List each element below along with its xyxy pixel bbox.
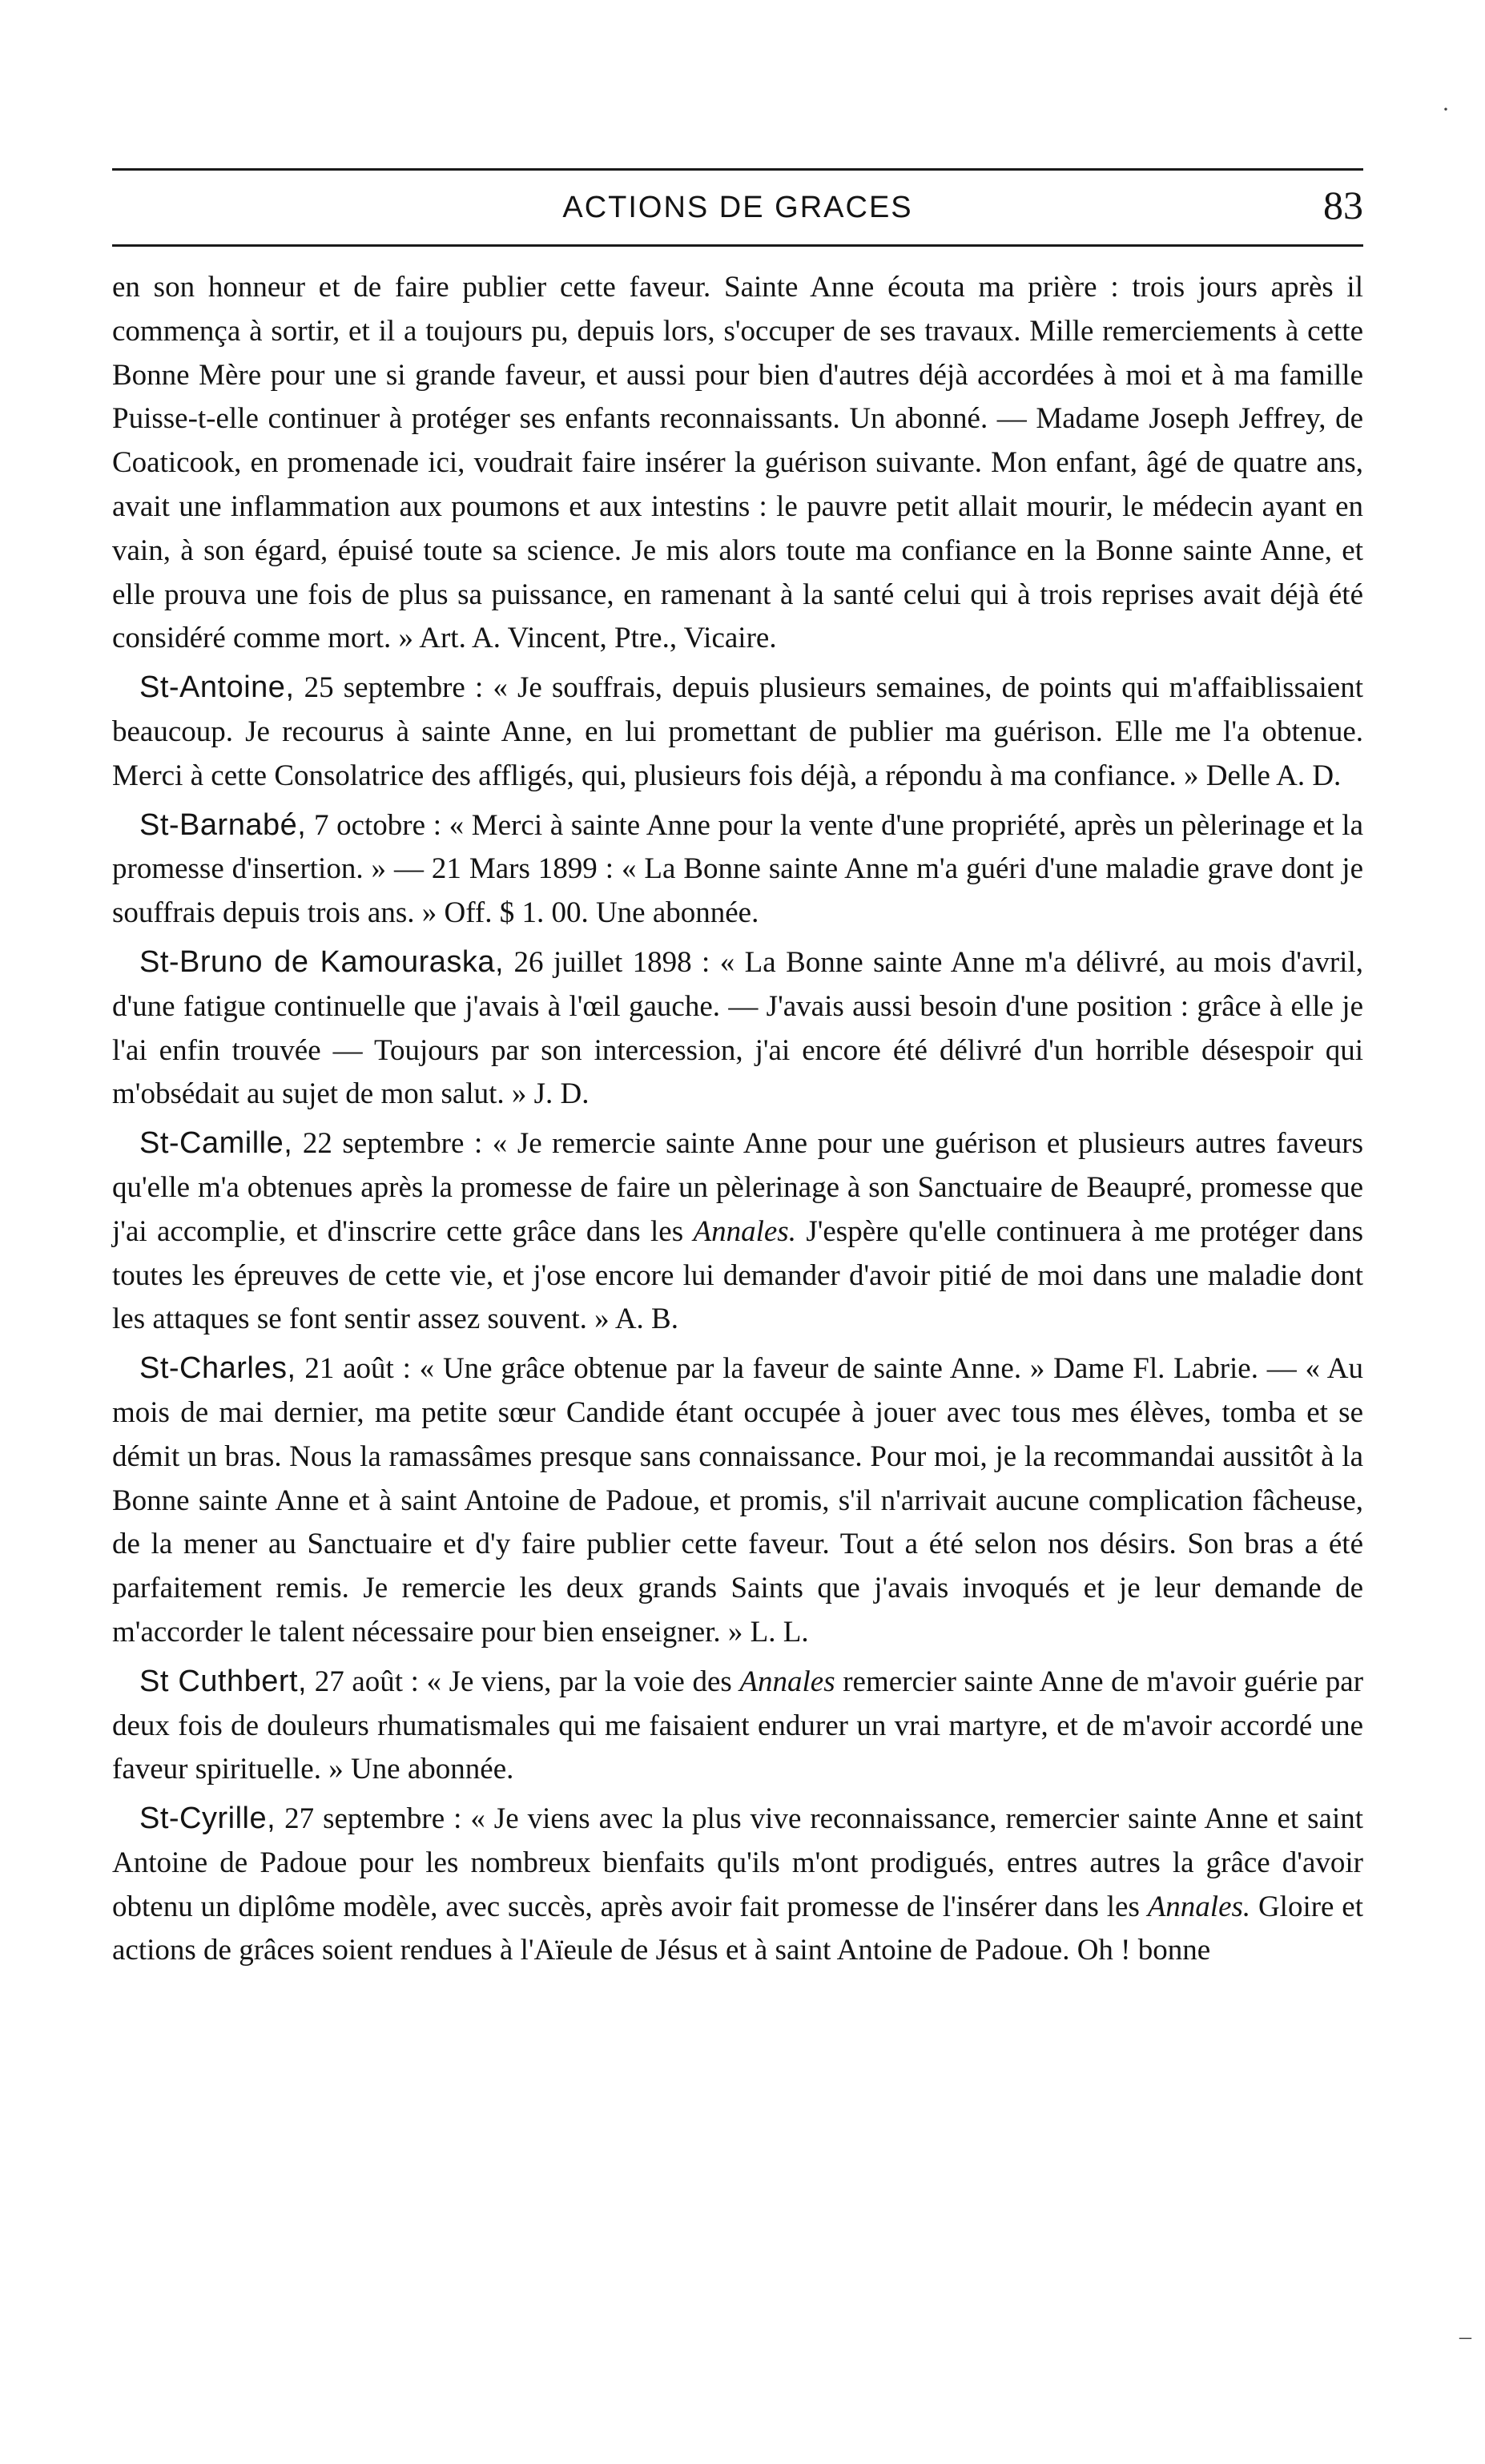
- header-title: ACTIONS DE GRACES: [562, 190, 913, 224]
- paragraph-text: 25 septembre : « Je souffrais, depuis plusieurs semaines, de points qui m'affaiblissaient beaucoup. Je recourus à sainte Anne, en lui promettant de publier ma guérison. Elle me l'a obtenue. Merci à cette Consolatrice des affligés, qui, plusieurs fois déjà, a répondu à ma confiance. » Delle A. D.: [112, 671, 1363, 792]
- paragraph-text: en son honneur et de faire publier cette faveur. Sainte Anne écouta ma prière : trois jours après il commença à sortir, et il a toujours pu, depuis lors, s'occuper de ses travaux. Mille remerciements à cette Bonne Mère pour une si grande faveur, et aussi pour bien d'autres déjà accordées à moi et à ma famille Puisse-t-elle continuer à protéger ses enfants reconnaissants. Un abonné. — Madame Joseph Jeffrey, de Coaticook, en promenade ici, voudrait faire insérer la guérison suivante. Mon enfant, âgé de quatre ans, avait une inflammation aux poumons et aux intestins : le pauvre petit allait mourir, le médecin ayant en vain, à son égard, épuisé toute sa science. Je mis alors toute ma confiance en la Bonne sainte Anne, et elle prouva une fois de plus sa puissance, en ramenant à la santé celui qui à trois reprises avait déjà été considéré comme mort. » Art. A. Vincent, Ptre., Vicaire.: [112, 271, 1363, 655]
- page: [112, 168, 1363, 1978]
- paragraph-st-cuthbert: [112, 1660, 1363, 1792]
- paragraph-text: 22 septembre : « Je remercie sainte Anne pour une guérison et plusieurs autres faveurs qu'elle m'a obtenues après la promesse de faire un pèlerinage à son Sanctuaire de Beaupré, promesse que j'ai accomplie, et d'inscrire cette grâce dans les: [112, 1127, 1363, 1248]
- place-name: St-Antoine,: [139, 670, 295, 705]
- italic-text: Annales.: [1147, 1890, 1251, 1923]
- article-body: [112, 266, 1363, 1973]
- paragraph-st-cyrille: [112, 1797, 1363, 1973]
- place-name: St-Camille,: [139, 1126, 293, 1161]
- paragraph-text: 7 octobre : « Merci à sainte Anne pour la vente d'une propriété, après un pèlerinage et la promesse d'insertion. » — 21 Mars 1899 : « La Bonne sainte Anne m'a guéri d'une maladie grave dont je souffrais depuis trois ans. » Off. $ 1. 00. Une abonnée.: [112, 808, 1363, 930]
- paragraph-st-bruno: [112, 940, 1363, 1117]
- italic-text: Annales: [739, 1665, 835, 1698]
- margin-mark-top: ·: [1442, 96, 1450, 123]
- page-number: 83: [1323, 183, 1363, 227]
- place-name: St-Charles,: [139, 1351, 296, 1386]
- paragraph-text: 26 juillet 1898 : « La Bonne sainte Anne m'a délivré, au mois d'avril, d'une fatigue continuelle que j'avais à l'œil gauche. — J'avais aussi besoin d'une position : grâce à elle je l'ai enfin trouvée — Toujours par son intercession, j'ai encore été délivré d'un horrible désespoir qui m'obsédait au sujet de mon salut. » J. D.: [112, 945, 1363, 1111]
- paragraph-st-charles: [112, 1347, 1363, 1655]
- place-name: St-Bruno de Kamouraska,: [139, 944, 505, 979]
- paragraph-continuation: [112, 266, 1363, 661]
- paragraph-st-antoine: [112, 666, 1363, 798]
- paragraph-text: 27 septembre : « Je viens avec la plus vive reconnaissance, remercier sainte Anne et saint Antoine de Padoue pour les nombreux bienfaits qu'ils m'ont prodigués, entres autres la grâce d'avoir obtenu un diplôme modèle, avec succès, après avoir fait promesse de l'insérer dans les: [112, 1802, 1363, 1923]
- paragraph-st-barnabe: [112, 803, 1363, 936]
- place-name: St-Cyrille,: [139, 1802, 276, 1836]
- place-name: St-Barnabé,: [139, 807, 307, 842]
- header-bottom-rule: [112, 244, 1363, 247]
- paragraph-text: Gloire et actions de grâces soient rendues à l'Aïeule de Jésus et à saint Antoine de Padoue. Oh ! bonne: [112, 1890, 1363, 1967]
- paragraph-st-camille: [112, 1121, 1363, 1342]
- paragraph-text: J'espère qu'elle continuera à me protéger dans toutes les épreuves de cette vie, et j'ose encore lui demander d'avoir pitié de moi dans une maladie dont les attaques se font sentir assez souvent. » A. B.: [112, 1214, 1363, 1336]
- paragraph-text: 21 août : « Une grâce obtenue par la faveur de sainte Anne. » Dame Fl. Labrie. — « Au mois de mai dernier, ma petite sœur Candide étant occupée à jouer avec tous mes élèves, tomba et se démit un bras. Nous la ramassâmes presque sans connaissance. Pour moi, je la recommandai aussitôt à la Bonne sainte Anne et à saint Antoine de Padoue, et promis, s'il n'arrivait aucune complication fâcheuse, de la mener au Sanctuaire et d'y faire publier cette faveur. Tout a été selon nos désirs. Son bras a été parfaitement remis. Je remercie les deux grands Saints que j'avais invoqués et je leur demande de m'accorder le talent nécessaire pour bien enseigner. » L. L.: [112, 1352, 1363, 1649]
- margin-mark-bottom: –: [1459, 2323, 1471, 2349]
- paragraph-text: 27 août : « Je viens, par la voie des: [307, 1665, 740, 1698]
- place-name: St Cuthbert,: [139, 1664, 308, 1698]
- running-header: [112, 171, 1363, 244]
- paragraph-text: remercier sainte Anne de m'avoir guérie par deux fois de douleurs rhumatismales qui me faisaient endurer un vrai martyre, et de m'avoir accordé une faveur spirituelle. » Une abonnée.: [112, 1665, 1364, 1786]
- italic-text: Annales.: [693, 1214, 796, 1248]
